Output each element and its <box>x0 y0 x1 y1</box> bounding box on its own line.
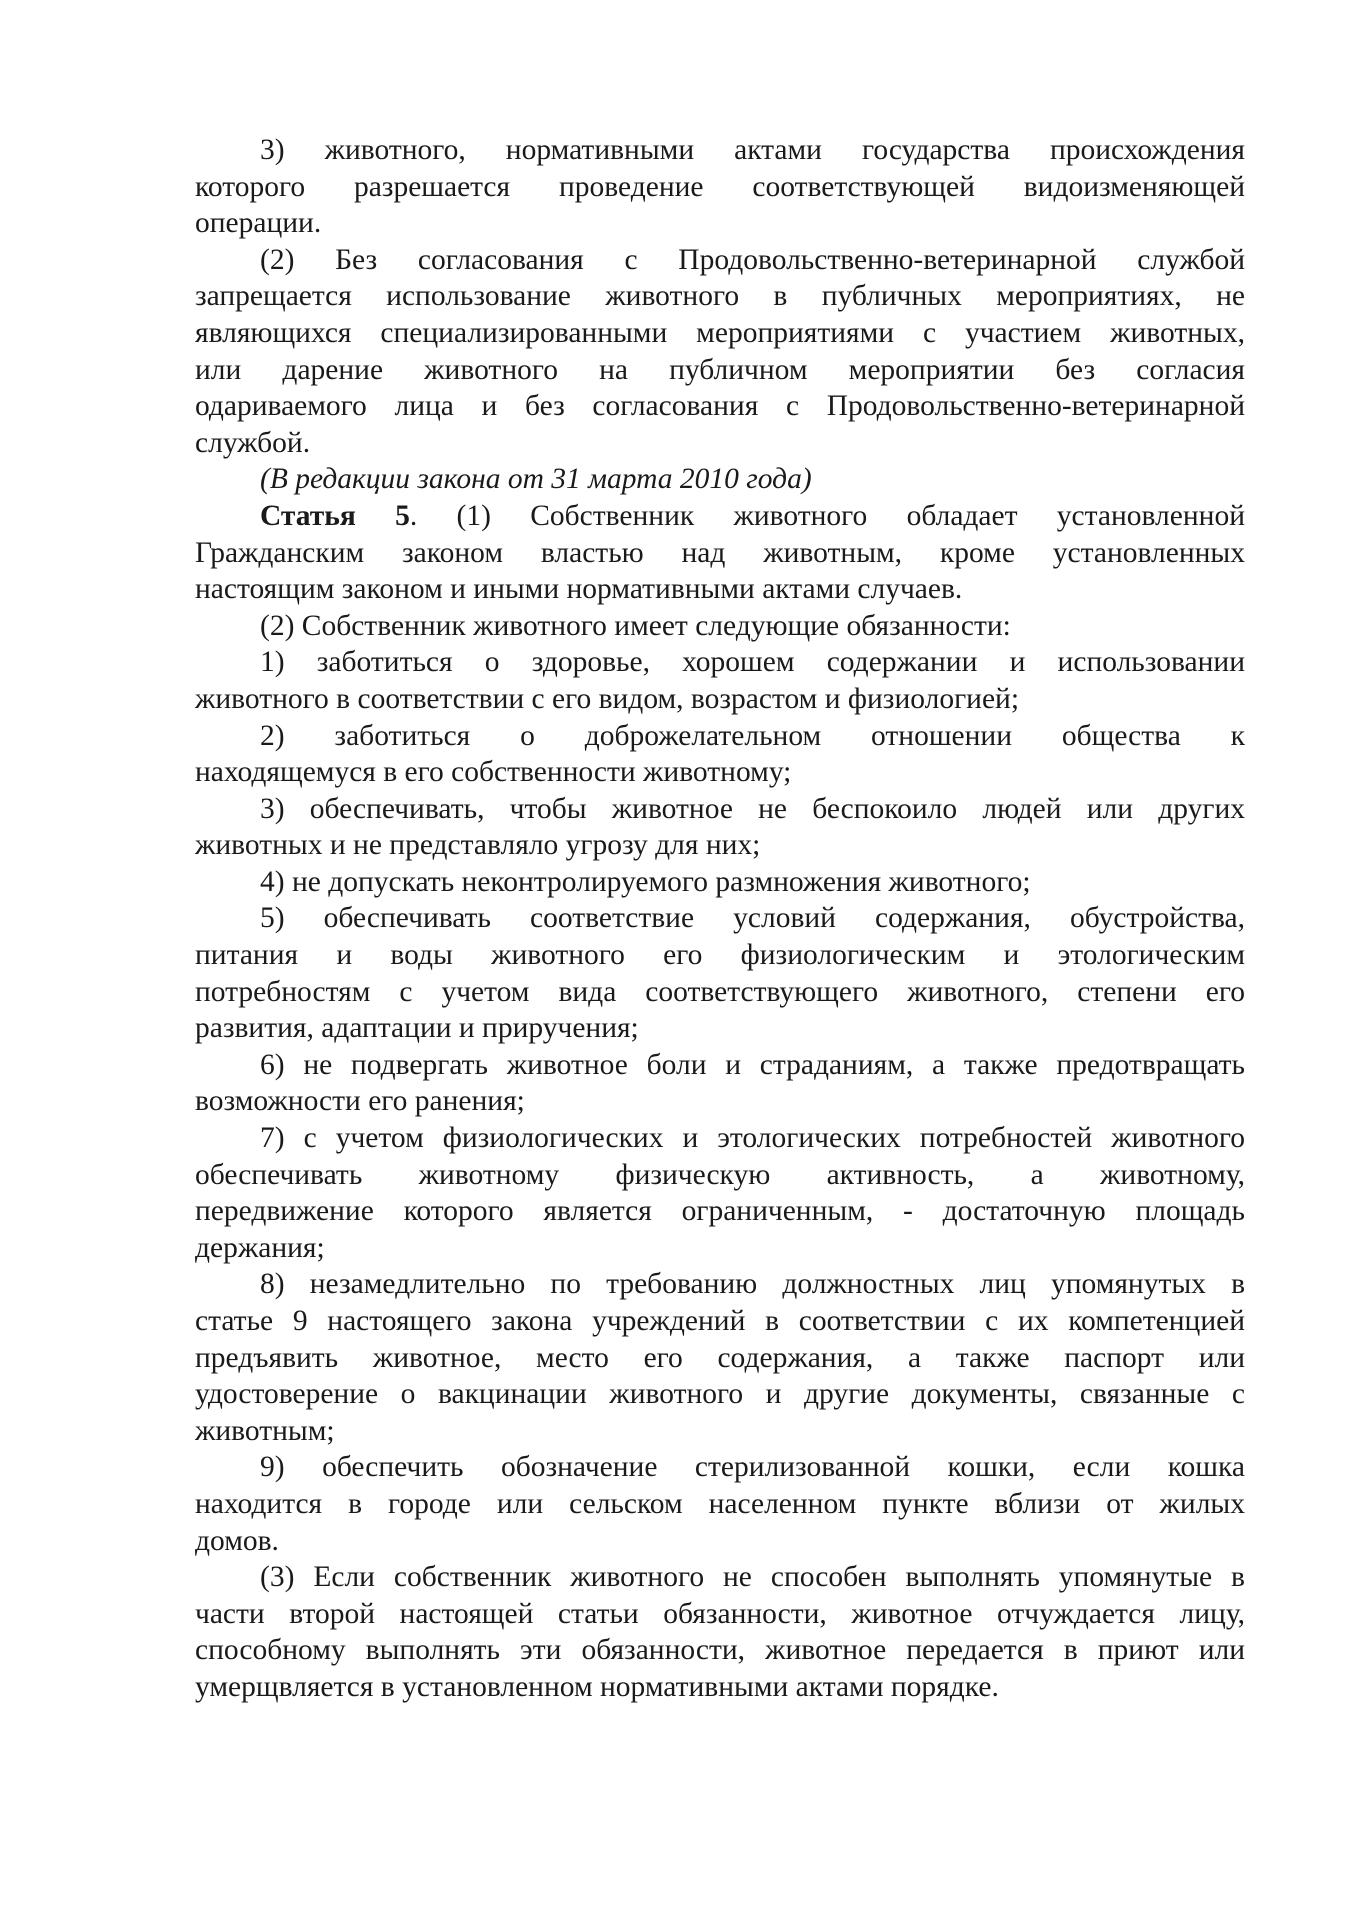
text-line: животных и не представляло угрозу для них; <box>195 829 761 862</box>
text-line: потребностям с учетом вида соответствующего животного, степени его <box>195 975 1245 1008</box>
text-line: одариваемого лица и без согласования с Продовольственно-ветеринарной <box>195 390 1245 423</box>
text-line: (3) Если собственник животного не способен выполнять упомянутые в <box>260 1561 1245 1594</box>
text-line: передвижение которого является ограниченным, - достаточную площадь <box>195 1195 1245 1228</box>
text-line: животного в соответствии с его видом, возрастом и физиологией; <box>195 682 1020 715</box>
text-line: или дарение животного на публичном мероприятии без согласия <box>195 353 1245 386</box>
text-line: службой. <box>195 426 311 459</box>
text-line: предъявить животное, место его содержания, а также паспорт или <box>195 1341 1245 1374</box>
article-first-line-text: (1) Собственник животного обладает установленной <box>417 499 1245 532</box>
text-line: 3) обеспечивать, чтобы животное не беспокоило людей или других <box>260 792 1245 825</box>
article-5-body <box>195 535 1245 1706</box>
text-line: 8) незамедлительно по требованию должностных лиц упомянутых в <box>260 1268 1245 1301</box>
text-line: настоящим законом и иными нормативными актами случаев. <box>195 573 963 606</box>
text-line: которого разрешается проведение соответствующей видоизменяющей <box>195 170 1245 203</box>
text-line: домов. <box>195 1524 279 1557</box>
article-5-first-line <box>195 498 1245 535</box>
text-line: 4) не допускать неконтролируемого размножения животного; <box>260 865 1031 898</box>
text-line: животным; <box>195 1414 335 1447</box>
text-line: 7) с учетом физиологических и этологических потребностей животного <box>260 1122 1245 1155</box>
text-line: 6) не подвергать животное боли и страданиям, а также предотвращать <box>260 1048 1245 1081</box>
text-line: обеспечивать животному физическую активность, а животному, <box>195 1158 1245 1191</box>
text-line: (2) Без согласования с Продовольственно-ветеринарной службой <box>260 243 1245 276</box>
text-line: способному выполнять эти обязанности, животное передается в приют или <box>195 1634 1245 1667</box>
text-line: (2) Собственник животного имеет следующие обязанности: <box>260 609 1011 642</box>
amendment-note: (В редакции закона от 31 марта 2010 года) <box>260 463 812 496</box>
text-line: развития, адаптации и приручения; <box>195 1012 639 1045</box>
text-line: находится в городе или сельском населенном пункте вблизи от жилых <box>195 1487 1245 1520</box>
text-line: операции. <box>195 207 322 240</box>
text-line: являющихся специализированными мероприятиями с участием животных, <box>195 316 1245 349</box>
text-line: умерщвляется в установленном нормативными актами порядке. <box>195 1670 999 1703</box>
text-line: 1) заботиться о здоровье, хорошем содержании и использовании <box>260 646 1245 679</box>
text-line: 2) заботиться о доброжелательном отношении общества к <box>260 719 1245 752</box>
text-line: части второй настоящей статьи обязанности, животное отчуждается лицу, <box>195 1597 1245 1630</box>
text-line: удостоверение о вакцинации животного и другие документы, связанные с <box>195 1378 1245 1411</box>
text-line: питания и воды животного его физиологическим и этологическим <box>195 939 1245 972</box>
document-page <box>195 132 1245 1706</box>
text-line: 3) животного, нормативными актами государства происхождения <box>260 134 1245 166</box>
text-line: возможности его ранения; <box>195 1085 525 1118</box>
text-line: запрещается использование животного в публичных мероприятиях, не <box>195 280 1245 313</box>
text-line: 5) обеспечивать соответствие условий содержания, обустройства, <box>260 902 1245 935</box>
text-line: находящемуся в его собственности животному; <box>195 756 792 789</box>
article-heading: Статья 5 <box>260 499 410 532</box>
text-line: статье 9 настоящего закона учреждений в соответствии с их компетенцией <box>195 1305 1245 1337</box>
text-line: Гражданским законом властью над животным, кроме установленных <box>195 536 1245 569</box>
text-line: держания; <box>195 1231 325 1264</box>
text-line: 9) обеспечить обозначение стерилизованной кошки, если кошка <box>260 1451 1245 1484</box>
section-part-1 <box>195 132 1245 461</box>
article-heading-punct: . <box>409 499 418 532</box>
